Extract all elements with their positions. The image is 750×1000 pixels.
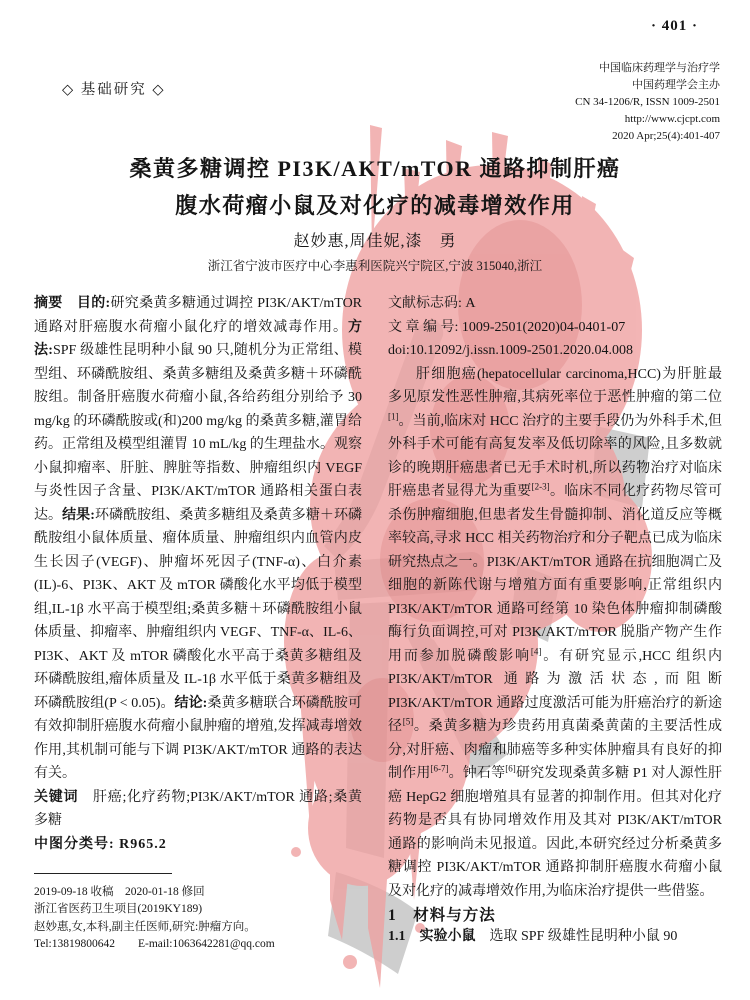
journal-issn: CN 34-1206/R, ISSN 1009-2501 bbox=[575, 96, 720, 108]
article-title-line2: 腹水荷瘤小鼠及对化疗的减毒增效作用 bbox=[175, 193, 575, 218]
journal-name: 中国临床药理学与治疗学 bbox=[599, 62, 720, 74]
document-code: 文献标志码: A bbox=[388, 296, 476, 311]
article-title bbox=[0, 150, 750, 224]
doi-line: doi:10.12092/j.issn.1009-2501.2020.04.008 bbox=[388, 343, 634, 358]
keywords-paragraph: 关键词 肝癌;化疗药物;PI3K/AKT/mTOR 通路;桑黄多糖 bbox=[34, 789, 362, 828]
page-number: · 401 · bbox=[650, 18, 698, 34]
clc-number: 中图分类号: R965.2 bbox=[34, 836, 167, 852]
footnote-divider bbox=[34, 873, 172, 874]
right-column bbox=[388, 292, 722, 949]
footnote-dates: 2019-09-18 收稿 2020-01-18 修回 bbox=[34, 885, 205, 898]
footnote-block bbox=[34, 884, 362, 954]
article-id: 文 章 编 号: 1009-2501(2020)04-0401-07 bbox=[388, 319, 626, 335]
section-label: ◇ 基础研究 ◇ bbox=[62, 82, 166, 98]
footnote-author-bio: 赵妙惠,女,本科,副主任医师,研究:肿瘤方向。 bbox=[34, 920, 256, 933]
author-list: 赵妙惠,周佳妮,漆 勇 bbox=[293, 233, 457, 250]
footnote-contact: Tel:13819800642 E-mail:1063642281@qq.com bbox=[34, 938, 275, 950]
section-1-1-paragraph: 1.1 实验小鼠 选取 SPF 级雄性昆明种小鼠 90 bbox=[388, 929, 678, 944]
introduction-paragraph: 肝细胞癌(hepatocellular carcinoma,HCC)为肝脏最多见原发性恶性肿瘤,其病死率位于恶性肿瘤的第二位[1]。当前,临床对 HCC 治疗的主要手段仍为外科手术,但外科手术可能有高复发率及低切除率的风险,且多数就诊的晚期肝癌患者已无手术时机,所以药物治疗对临床肝癌患者显得尤为重要[2-3]。临床不同化疗药物尽管可杀伤肿瘤细胞,但患者发生骨髓抑制、消化道反应等概率较高,寻求 HCC 相关药物治疗和分子靶点已成为临床研究热点之一。PI3K/AKT/mTOR 通路在抗细胞凋亡及细胞的新陈代谢与增殖方面有重要影响,正常组织内 PI3K/AKT/mTOR 通路可经第 10 染色体肿瘤抑制磷酸酶行负面调控,可对 PI3K/AKT/mTOR 脱脂产物产生作用而参加脱磷酸影响[4]。有研究显示,HCC 组织内 PI3K/AKT/mTOR 通路为激活状态,而阻断 PI3K/AKT/mTOR 通路过度激活可能为肝癌治疗的新途径[5]。桑黄多糖为珍贵药用真菌桑黄菌的主要活性成分,对肝癌、肉瘤和肺癌等多种实体肿瘤具有良好的抑制作用[6-7]。钟石等[6]研究发现桑黄多糖 P1 对人源性肝癌 HepG2 细胞增殖具有显著的抑制作用。但其对化疗药物是否具有协同增效作用及其对 PI3K/AKT/mTOR 通路的影响尚未见报道。因此,本研究经过分析桑黄多糖调控 PI3K/AKT/mTOR 通路抑制肝癌腹水荷瘤小鼠及对化疗的减毒增效作用,为临床治疗提供一些借鉴。 bbox=[388, 366, 723, 899]
journal-publisher: 中国药理学会主办 bbox=[632, 79, 720, 91]
section-1-heading: 1 材料与方法 bbox=[388, 907, 496, 924]
left-column bbox=[34, 292, 362, 954]
abstract-paragraph: 摘要 目的:研究桑黄多糖通过调控 PI3K/AKT/mTOR 通路对肝癌腹水荷瘤小鼠化疗的增效减毒作用。方法:SPF 级雄性昆明种小鼠 90 只,随机分为正常组、模型组、环磷酰胺组、桑黄多糖组及桑黄多糖＋环磷酰胺组。制备肝癌腹水荷瘤小鼠,各给药组分别给予 30 mg/kg 的环磷酰胺或(和)200 mg/kg 的桑黄多糖,灌胃给药。正常组及模型组灌胃 10 mL/kg 的生理盐水。观察小鼠抑瘤率、肝脏、脾脏等指数、肿瘤组织内 VEGF 与炎性因子含量、PI3K/AKT/mTOR 通路相关蛋白表达。结果:环磷酰胺组、桑黄多糖组及桑黄多糖＋环磷酰胺组小鼠体质量、瘤体质量、肿瘤组织内血管内皮生长因子(VEGF)、肿瘤坏死因子(TNF-α)、白介素(IL)-6、PI3K、AKT 及 mTOR 磷酸化水平均低于模型组,IL-1β 水平高于模型组;桑黄多糖＋环磷酰胺组小鼠体质量、抑瘤率、肿瘤组织内 VEGF、TNF-α、IL-6、PI3K、AKT 及 mTOR 磷酸化水平高于桑黄多糖组及环磷酰胺组,瘤体质量及 IL-1β 水平低于桑黄多糖组及环磷酰胺组(P < 0.05)。结论:桑黄多糖联合环磷酰胺可有效抑制肝癌腹水荷瘤小鼠肿瘤的增殖,发挥减毒增效作用,其机制可能与下调 PI3K/AKT/mTOR 通路的表达有关。 bbox=[34, 296, 363, 781]
affiliation: 浙江省宁波市医疗中心李惠利医院兴宁院区,宁波 315040,浙江 bbox=[207, 259, 543, 273]
article-title-line1: 桑黄多糖调控 PI3K/AKT/mTOR 通路抑制肝癌 bbox=[129, 156, 621, 181]
footnote-fund: 浙江省医药卫生项目(2019KY189) bbox=[34, 903, 203, 915]
journal-info-block bbox=[575, 60, 720, 145]
journal-url: http://www.cjcpt.com bbox=[624, 113, 720, 125]
journal-issue: 2020 Apr;25(4):401-407 bbox=[612, 130, 720, 142]
